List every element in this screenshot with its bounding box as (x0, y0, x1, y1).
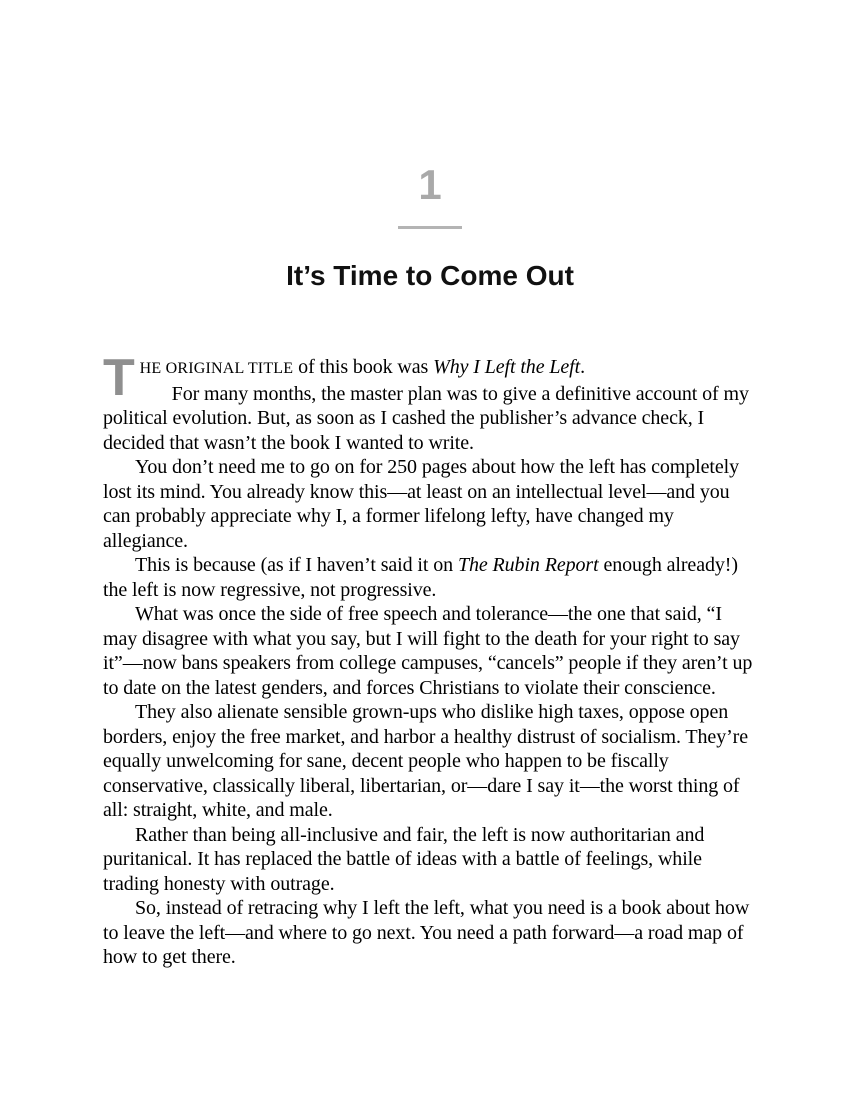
chapter-divider (398, 226, 462, 229)
paragraph: For many months, the master plan was to give a definitive account of my political evolution. But, as soon as I cashed the publisher’s advance check, I decided that wasn’t the book I wanted to write. (103, 382, 749, 454)
small-caps-lead: HE ORIGINAL TITLE (139, 360, 294, 377)
body-text (103, 349, 757, 970)
paragraph: You don’t need me to go on for 250 pages about how the left has completely lost its mind. You already know this—at least on an intellectual level—and you can probably appreciate why I, a former lifelong lefty, have changed my allegiance. (103, 456, 739, 552)
show-title-italic: The Rubin Report (457, 554, 599, 576)
paragraph-text: This is because (as if I haven’t said it on (135, 554, 458, 576)
opening-text: of this book was (293, 356, 434, 378)
book-title-italic: Why I Left the Left (433, 356, 581, 378)
paragraph: Rather than being all-inclusive and fair, the left is now authoritarian and puritanical. It has replaced the battle of ideas with a battle of feelings, while trading honesty with outrage. (103, 823, 705, 895)
paragraph-opening (103, 349, 757, 407)
paragraph-text-end: enough already!) the left is now regressive, not progressive. (103, 554, 738, 601)
paragraph: What was once the side of free speech and tolerance—the one that said, “I may disagree with what you say, but I will fight to the death for your right to say it”—now bans speakers from college campuses, “cancels” people if they aren’t up to date on the latest genders, and forces Christians to violate their conscience. (103, 603, 753, 699)
drop-cap: T (103, 349, 135, 407)
chapter-number: 1 (418, 161, 442, 208)
paragraph: So, instead of retracing why I left the left, what you need is a book about how to leave the left—and where to go next. You need a path forward—a road map of how to get there. (103, 897, 750, 968)
paragraph (103, 553, 757, 602)
paragraph: They also alienate sensible grown-ups who dislike high taxes, oppose open borders, enjoy the free market, and harbor a healthy distrust of socialism. They’re equally unwelcoming for sane, decent people who happen to be fiscally conservative, classically liberal, libertarian, or—dare I say it—the worst thing of all: straight, white, and male. (103, 701, 749, 821)
chapter-title: It’s Time to Come Out (286, 260, 574, 291)
opening-text-end: . (580, 356, 586, 378)
